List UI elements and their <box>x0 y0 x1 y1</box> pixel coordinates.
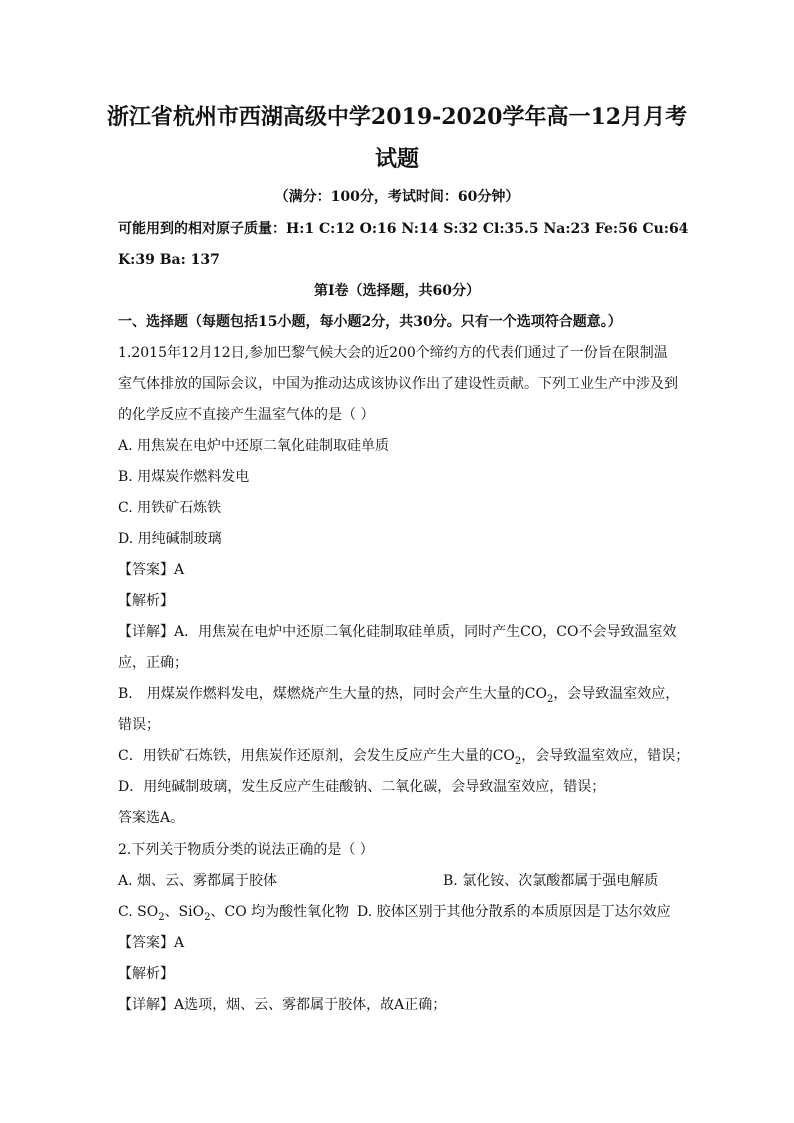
q1-option-d: D. 用纯碱制玻璃 <box>118 531 222 547</box>
q2-stem: 2.下列关于物质分类的说法正确的是（ ） <box>118 842 374 858</box>
q2-answer: 【答案】A <box>118 935 185 951</box>
document-title: 浙江省杭州市西湖高级中学2019-2020学年高一12月月考 <box>106 104 688 130</box>
q1-analysis-label: 【解析】 <box>118 593 174 609</box>
q2-option-d: D. 胶体区别于其他分散系的本质原因是丁达尔效应 <box>357 904 671 920</box>
q2-option-a: A. 烟、云、雾都属于胶体 <box>118 873 278 889</box>
q1-detail-b-line2: 错误； <box>118 717 160 733</box>
exam-info: （满分：100分，考试时间：60分钟） <box>274 189 520 205</box>
q1-detail-line2: 应，正确； <box>118 655 188 671</box>
q1-detail-b: B． 用煤炭作燃料发电，煤燃烧产生大量的热，同时会产生大量的$CO_2$，会导致温室效应， <box>118 686 680 705</box>
q1-detail-d: D．用纯碱制玻璃，发生反应产生硅酸钠、二氧化碳，会导致温室效应，错误； <box>118 779 606 795</box>
q1-option-a: A. 用焦炭在电炉中还原二氧化硅制取硅单质 <box>118 438 390 454</box>
q2-analysis-label: 【解析】 <box>118 966 174 982</box>
q2-option-b: B. 氯化铵、次氯酸都属于强电解质 <box>443 873 659 889</box>
q1-option-b: B. 用煤炭作燃料发电 <box>118 469 250 485</box>
part-heading: 一、选择题（每题包括15小题，每小题2分，共30分。只有一个选项符合题意。） <box>118 314 622 330</box>
q1-option-c: C. 用铁矿石炼铁 <box>118 500 222 516</box>
q1-detail-c: C．用铁矿石炼铁，用焦炭作还原剂，会发生反应产生大量的$CO_2$，会导致温室效应，错误； <box>118 748 690 767</box>
q1-stem: 1.2015年12月12日,参加巴黎气候大会的近200个缔约方的代表们通过了一份旨在限制温 <box>118 345 668 361</box>
q2-detail: 【详解】A选项，烟、云、雾都属于胶体，故A正确； <box>118 997 447 1013</box>
q1-answer: 【答案】A <box>118 562 185 578</box>
q1-detail: 【详解】A．用焦炭在电炉中还原二氧化硅制取硅单质，同时产生CO，CO不会导致温室效 <box>118 624 677 640</box>
q2-option-c: C. $SO_2$、SiO$_2$、CO 均为酸性氧化物 <box>118 904 350 923</box>
section-title: 第I卷（选择题，共60分） <box>313 283 481 299</box>
atomic-masses: 可能用到的相对原子质量：H:1 C:12 O:16 N:14 S:32 Cl:35.5 Na:23 Fe:56 Cu:64 <box>118 221 689 237</box>
atomic-masses-continued: K:39 Ba: 137 <box>118 252 220 268</box>
q1-stem-line2: 室气体排放的国际会议，中国为推动达成该协议作出了建设性贡献。下列工业生产中涉及到 <box>118 376 678 392</box>
q1-conclusion: 答案选A。 <box>118 810 185 826</box>
q1-stem-line3: 的化学反应不直接产生温室气体的是（ ） <box>118 407 375 423</box>
document-title-continued: 试题 <box>374 146 419 172</box>
